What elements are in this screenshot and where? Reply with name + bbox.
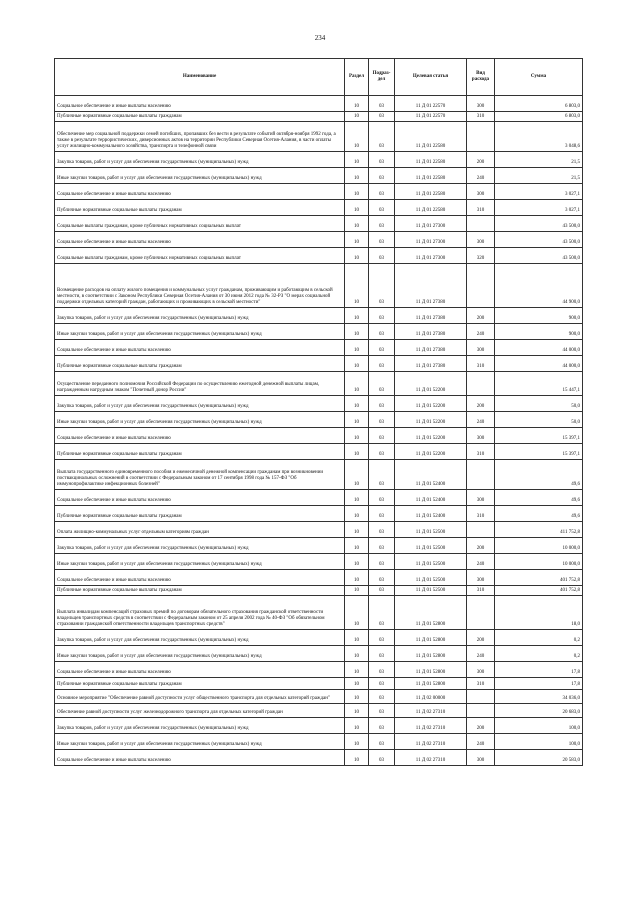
row-type: 200 (467, 396, 495, 412)
row-target: 11 Д 01 52400 (395, 460, 467, 490)
row-sum: 49,6 (495, 460, 583, 490)
row-subsection: 03 (369, 750, 395, 766)
row-section: 10 (345, 734, 369, 750)
row-type: 200 (467, 152, 495, 168)
row-name: Публичные нормативные социальные выплаты гражданам (55, 200, 345, 216)
row-type: 240 (467, 734, 495, 750)
table-row (55, 200, 583, 216)
row-section: 10 (345, 750, 369, 766)
table-row (55, 596, 583, 630)
row-subsection: 03 (369, 662, 395, 678)
row-sum: 20 583,0 (495, 750, 583, 766)
row-section: 10 (345, 690, 369, 704)
row-sum: 43 500,0 (495, 248, 583, 264)
row-subsection: 03 (369, 184, 395, 200)
row-type: 320 (467, 248, 495, 264)
row-type: 300 (467, 428, 495, 444)
row-name: Публичные нормативные социальные выплаты гражданам (55, 112, 345, 122)
row-target: 11 Д 01 27300 (395, 232, 467, 248)
row-target: 11 Д 01 22580 (395, 122, 467, 152)
row-sum: 10 000,0 (495, 538, 583, 554)
row-type: 310 (467, 678, 495, 690)
row-sum: 0,2 (495, 646, 583, 662)
row-sum: 43 500,0 (495, 216, 583, 232)
row-subsection: 03 (369, 586, 395, 596)
row-subsection: 03 (369, 216, 395, 232)
row-subsection: 03 (369, 704, 395, 718)
row-section: 10 (345, 122, 369, 152)
row-section: 10 (345, 596, 369, 630)
row-sum: 15 397,1 (495, 428, 583, 444)
row-subsection: 03 (369, 718, 395, 734)
table-row (55, 96, 583, 112)
row-name: Возмещение расходов на оплату жилого помещения и коммунальных услуг гражданам, проживающим и работающим в сельской местности, в соответствии с Законом Республики Северная Осетия-Алания от 30 июня 2012 года № 32-РЗ "О мерах социальной поддержки отдельных категорий граждан, работающих и проживающих в сельской местности" (55, 264, 345, 308)
table-row (55, 428, 583, 444)
table-header-row (55, 59, 583, 96)
row-sum: 20 683,0 (495, 704, 583, 718)
row-target: 11 Д 01 27300 (395, 248, 467, 264)
row-target: 11 Д 01 52200 (395, 444, 467, 460)
table-row (55, 308, 583, 324)
row-subsection: 03 (369, 490, 395, 506)
row-target: 11 Д 01 52800 (395, 630, 467, 646)
row-target: 11 Д 01 52800 (395, 596, 467, 630)
table-row (55, 570, 583, 586)
row-type: 310 (467, 444, 495, 460)
row-type: 240 (467, 554, 495, 570)
row-name: Социальное обеспечение и иные выплаты населению (55, 184, 345, 200)
row-sum: 44 000,0 (495, 340, 583, 356)
row-section: 10 (345, 152, 369, 168)
budget-table (54, 58, 583, 766)
row-section: 10 (345, 216, 369, 232)
table-row (55, 522, 583, 538)
row-sum: 17,8 (495, 678, 583, 690)
row-sum: 15 447,1 (495, 372, 583, 396)
row-subsection: 03 (369, 460, 395, 490)
row-target: 11 Д 02 27310 (395, 704, 467, 718)
row-type: 310 (467, 112, 495, 122)
table-row (55, 662, 583, 678)
row-section: 10 (345, 168, 369, 184)
row-name: Социальное обеспечение и иные выплаты населению (55, 428, 345, 444)
row-target: 11 Д 01 52500 (395, 586, 467, 596)
row-subsection: 03 (369, 340, 395, 356)
row-section: 10 (345, 264, 369, 308)
table-row (55, 216, 583, 232)
row-type: 300 (467, 232, 495, 248)
row-type: 200 (467, 630, 495, 646)
row-subsection: 03 (369, 356, 395, 372)
row-subsection: 03 (369, 554, 395, 570)
table-row (55, 460, 583, 490)
row-name: Оплата жилищно-коммунальных услуг отдельным категориям граждан (55, 522, 345, 538)
row-name: Основное мероприятие "Обеспечение равной доступности услуг общественного транспорта для отдельных категорий граждан" (55, 690, 345, 704)
row-name: Осуществление переданного полномочия Российской Федерации по осуществлению ежегодной денежной выплаты лицам, награжденным нагрудным знаком "Почетный донор России" (55, 372, 345, 396)
row-target: 11 Д 01 52200 (395, 428, 467, 444)
row-section: 10 (345, 356, 369, 372)
row-sum: 10 000,0 (495, 554, 583, 570)
row-section: 10 (345, 460, 369, 490)
row-subsection: 03 (369, 168, 395, 184)
row-type: 300 (467, 662, 495, 678)
row-subsection: 03 (369, 264, 395, 308)
row-section: 10 (345, 340, 369, 356)
row-subsection: 03 (369, 444, 395, 460)
row-section: 10 (345, 396, 369, 412)
row-subsection: 03 (369, 690, 395, 704)
row-sum: 44 000,0 (495, 356, 583, 372)
row-target: 11 Д 01 52400 (395, 490, 467, 506)
row-type (467, 596, 495, 630)
row-subsection: 03 (369, 596, 395, 630)
row-sum: 21,5 (495, 168, 583, 184)
table-row (55, 184, 583, 200)
table-row (55, 152, 583, 168)
row-sum: 17,8 (495, 662, 583, 678)
row-name: Обеспечение равной доступности услуг железнодорожного транспорта для отдельных категорий граждан (55, 704, 345, 718)
row-name: Публичные нормативные социальные выплаты гражданам (55, 678, 345, 690)
row-section: 10 (345, 570, 369, 586)
row-target: 11 Д 01 52800 (395, 678, 467, 690)
table-row (55, 122, 583, 152)
row-section: 10 (345, 96, 369, 112)
row-section: 10 (345, 412, 369, 428)
table-row (55, 356, 583, 372)
row-target: 11 Д 01 52500 (395, 554, 467, 570)
header-name: Наименование (55, 59, 345, 96)
row-sum: 3 027,1 (495, 184, 583, 200)
row-section: 10 (345, 232, 369, 248)
row-section: 10 (345, 324, 369, 340)
row-name: Выплата инвалидам компенсаций страховых премий по договорам обязательного страхования гражданской ответственности владельцев транспортных средств в соответствии с Федеральным законом от 25 апреля 2002 года № 40-ФЗ "Об обязательном страховании гражданской ответственности владельцев транспортных средств" (55, 596, 345, 630)
row-name: Публичные нормативные социальные выплаты гражданам (55, 506, 345, 522)
table-row (55, 646, 583, 662)
row-target: 11 Д 01 22580 (395, 184, 467, 200)
row-sum: 49,6 (495, 506, 583, 522)
row-section: 10 (345, 586, 369, 596)
row-sum: 6 803,0 (495, 112, 583, 122)
table-row (55, 264, 583, 308)
table-row (55, 412, 583, 428)
header-section: Раздел (345, 59, 369, 96)
row-name: Закупка товаров, работ и услуг для обеспечения государственных (муниципальных) нужд (55, 152, 345, 168)
row-sum: 900,0 (495, 324, 583, 340)
row-sum: 18,0 (495, 596, 583, 630)
row-name: Социальные выплаты гражданам, кроме публичных нормативных социальных выплат (55, 216, 345, 232)
row-type: 300 (467, 570, 495, 586)
row-section: 10 (345, 662, 369, 678)
row-subsection: 03 (369, 96, 395, 112)
row-section: 10 (345, 678, 369, 690)
row-section: 10 (345, 554, 369, 570)
row-target: 11 Д 01 52500 (395, 538, 467, 554)
row-target: 11 Д 01 52400 (395, 506, 467, 522)
row-name: Иные закупки товаров, работ и услуг для обеспечения государственных (муниципальных) нужд (55, 412, 345, 428)
row-sum: 6 803,0 (495, 96, 583, 112)
table-row (55, 690, 583, 704)
row-name: Выплата государственного единовременного пособия и ежемесячной денежной компенсации гражданам при возникновении поствакцинальных осложнений в соответствии с Федеральным законом от 17 сентября 1998 года № 157-ФЗ "Об иммунопрофилактике инфекционных болезней" (55, 460, 345, 490)
row-target: 11 Д 01 22570 (395, 96, 467, 112)
row-name: Иные закупки товаров, работ и услуг для обеспечения государственных (муниципальных) нужд (55, 554, 345, 570)
row-name: Социальное обеспечение и иные выплаты населению (55, 232, 345, 248)
row-sum: 900,0 (495, 308, 583, 324)
row-type: 240 (467, 412, 495, 428)
table-row (55, 538, 583, 554)
row-target: 11 Д 01 52800 (395, 662, 467, 678)
row-type: 200 (467, 538, 495, 554)
row-name: Публичные нормативные социальные выплаты гражданам (55, 356, 345, 372)
row-target: 11 Д 01 52200 (395, 412, 467, 428)
row-target: 11 Д 01 52200 (395, 396, 467, 412)
table-row (55, 554, 583, 570)
row-sum: 100,0 (495, 734, 583, 750)
row-target: 11 Д 01 52500 (395, 570, 467, 586)
row-section: 10 (345, 522, 369, 538)
header-target: Целевая статья (395, 59, 467, 96)
row-subsection: 03 (369, 522, 395, 538)
table-row (55, 372, 583, 396)
table-row (55, 444, 583, 460)
row-type (467, 122, 495, 152)
row-type (467, 264, 495, 308)
row-name: Закупка товаров, работ и услуг для обеспечения государственных (муниципальных) нужд (55, 308, 345, 324)
row-subsection: 03 (369, 372, 395, 396)
row-name: Социальное обеспечение и иные выплаты населению (55, 96, 345, 112)
row-section: 10 (345, 538, 369, 554)
row-type: 300 (467, 750, 495, 766)
row-section: 10 (345, 308, 369, 324)
row-section: 10 (345, 630, 369, 646)
row-section: 10 (345, 646, 369, 662)
row-type: 240 (467, 646, 495, 662)
row-subsection: 03 (369, 734, 395, 750)
row-section: 10 (345, 506, 369, 522)
row-type: 240 (467, 168, 495, 184)
table-row (55, 718, 583, 734)
row-type: 310 (467, 356, 495, 372)
row-type (467, 704, 495, 718)
row-subsection: 03 (369, 112, 395, 122)
row-target: 11 Д 01 52500 (395, 522, 467, 538)
table-row (55, 340, 583, 356)
table-row (55, 750, 583, 766)
row-subsection: 03 (369, 538, 395, 554)
row-sum: 0,2 (495, 630, 583, 646)
table-row (55, 324, 583, 340)
row-sum: 49,6 (495, 490, 583, 506)
row-name: Публичные нормативные социальные выплаты гражданам (55, 444, 345, 460)
row-name: Закупка товаров, работ и услуг для обеспечения государственных (муниципальных) нужд (55, 630, 345, 646)
row-subsection: 03 (369, 232, 395, 248)
row-target: 11 Д 01 27380 (395, 264, 467, 308)
row-target: 11 Д 01 52800 (395, 646, 467, 662)
row-type: 300 (467, 490, 495, 506)
row-subsection: 03 (369, 428, 395, 444)
row-type: 310 (467, 586, 495, 596)
row-target: 11 Д 02 27310 (395, 750, 467, 766)
table-row (55, 506, 583, 522)
row-type: 300 (467, 340, 495, 356)
row-name: Иные закупки товаров, работ и услуг для обеспечения государственных (муниципальных) нужд (55, 734, 345, 750)
row-section: 10 (345, 490, 369, 506)
row-type: 310 (467, 506, 495, 522)
table-row (55, 704, 583, 718)
row-name: Иные закупки товаров, работ и услуг для обеспечения государственных (муниципальных) нужд (55, 168, 345, 184)
row-subsection: 03 (369, 200, 395, 216)
row-sum: 3 048,6 (495, 122, 583, 152)
row-type (467, 460, 495, 490)
row-subsection: 03 (369, 122, 395, 152)
table-row (55, 248, 583, 264)
table-row (55, 232, 583, 248)
row-target: 11 Д 01 27380 (395, 324, 467, 340)
row-name: Социальные выплаты гражданам, кроме публичных нормативных социальных выплат (55, 248, 345, 264)
row-section: 10 (345, 112, 369, 122)
row-name: Социальное обеспечение и иные выплаты населению (55, 570, 345, 586)
row-sum: 43 500,0 (495, 232, 583, 248)
row-type (467, 216, 495, 232)
table-row (55, 678, 583, 690)
row-section: 10 (345, 428, 369, 444)
header-sum: Сумма (495, 59, 583, 96)
page-number: 234 (314, 34, 326, 42)
row-name: Иные закупки товаров, работ и услуг для обеспечения государственных (муниципальных) нужд (55, 646, 345, 662)
table-row (55, 112, 583, 122)
table-row (55, 630, 583, 646)
row-type: 200 (467, 308, 495, 324)
row-section: 10 (345, 184, 369, 200)
row-name: Публичные нормативные социальные выплаты гражданам (55, 586, 345, 596)
row-subsection: 03 (369, 396, 395, 412)
row-target: 11 Д 01 27380 (395, 356, 467, 372)
row-name: Закупка товаров, работ и услуг для обеспечения государственных (муниципальных) нужд (55, 718, 345, 734)
row-section: 10 (345, 200, 369, 216)
row-subsection: 03 (369, 646, 395, 662)
row-subsection: 03 (369, 678, 395, 690)
row-section: 10 (345, 718, 369, 734)
row-sum: 50,0 (495, 396, 583, 412)
row-type: 200 (467, 718, 495, 734)
row-subsection: 03 (369, 412, 395, 428)
row-section: 10 (345, 704, 369, 718)
row-target: 11 Д 02 27310 (395, 718, 467, 734)
row-sum: 411 752,8 (495, 522, 583, 538)
row-name: Социальное обеспечение и иные выплаты населению (55, 750, 345, 766)
row-name: Социальное обеспечение и иные выплаты населению (55, 490, 345, 506)
row-target: 11 Д 01 22580 (395, 152, 467, 168)
row-subsection: 03 (369, 506, 395, 522)
row-target: 11 Д 01 52200 (395, 372, 467, 396)
row-type: 240 (467, 324, 495, 340)
row-target: 11 Д 01 27380 (395, 308, 467, 324)
row-sum: 3 027,1 (495, 200, 583, 216)
row-target: 11 Д 02 00000 (395, 690, 467, 704)
row-sum: 21,5 (495, 152, 583, 168)
row-type: 300 (467, 96, 495, 112)
table-row (55, 168, 583, 184)
row-target: 11 Д 01 22580 (395, 200, 467, 216)
row-sum: 50,0 (495, 412, 583, 428)
row-name: Социальное обеспечение и иные выплаты населению (55, 340, 345, 356)
row-subsection: 03 (369, 324, 395, 340)
row-name: Закупка товаров, работ и услуг для обеспечения государственных (муниципальных) нужд (55, 396, 345, 412)
table-row (55, 734, 583, 750)
row-type (467, 522, 495, 538)
row-name: Закупка товаров, работ и услуг для обеспечения государственных (муниципальных) нужд (55, 538, 345, 554)
row-type: 310 (467, 200, 495, 216)
row-name: Социальное обеспечение и иные выплаты населению (55, 662, 345, 678)
row-target: 11 Д 01 22570 (395, 112, 467, 122)
row-subsection: 03 (369, 630, 395, 646)
row-section: 10 (345, 248, 369, 264)
row-target: 11 Д 01 27380 (395, 340, 467, 356)
row-type (467, 372, 495, 396)
row-target: 11 Д 01 27300 (395, 216, 467, 232)
row-section: 10 (345, 444, 369, 460)
row-target: 11 Д 01 22580 (395, 168, 467, 184)
row-subsection: 03 (369, 308, 395, 324)
row-sum: 100,0 (495, 718, 583, 734)
row-sum: 15 397,1 (495, 444, 583, 460)
table-row (55, 396, 583, 412)
table-row (55, 490, 583, 506)
row-name: Иные закупки товаров, работ и услуг для обеспечения государственных (муниципальных) нужд (55, 324, 345, 340)
row-subsection: 03 (369, 570, 395, 586)
header-type: Вид расхода (467, 59, 495, 96)
row-section: 10 (345, 372, 369, 396)
table-row (55, 586, 583, 596)
row-subsection: 03 (369, 152, 395, 168)
row-sum: 401 752,8 (495, 570, 583, 586)
row-name: Обеспечение мер социальной поддержки семей погибших, пропавших без вести в результате событий октября-ноября 1992 года, а также в результате террористических, диверсионных актов на территории Республики Северная Осетия-Алания, в части оплаты услуг жилищно-коммунального хозяйства, транспорта и телефонной связи (55, 122, 345, 152)
row-sum: 44 900,0 (495, 264, 583, 308)
header-subsection: Подраз- дел (369, 59, 395, 96)
row-subsection: 03 (369, 248, 395, 264)
row-sum: 401 752,8 (495, 586, 583, 596)
row-sum: 34 036,0 (495, 690, 583, 704)
row-type: 300 (467, 184, 495, 200)
row-type (467, 690, 495, 704)
row-target: 11 Д 02 27310 (395, 734, 467, 750)
